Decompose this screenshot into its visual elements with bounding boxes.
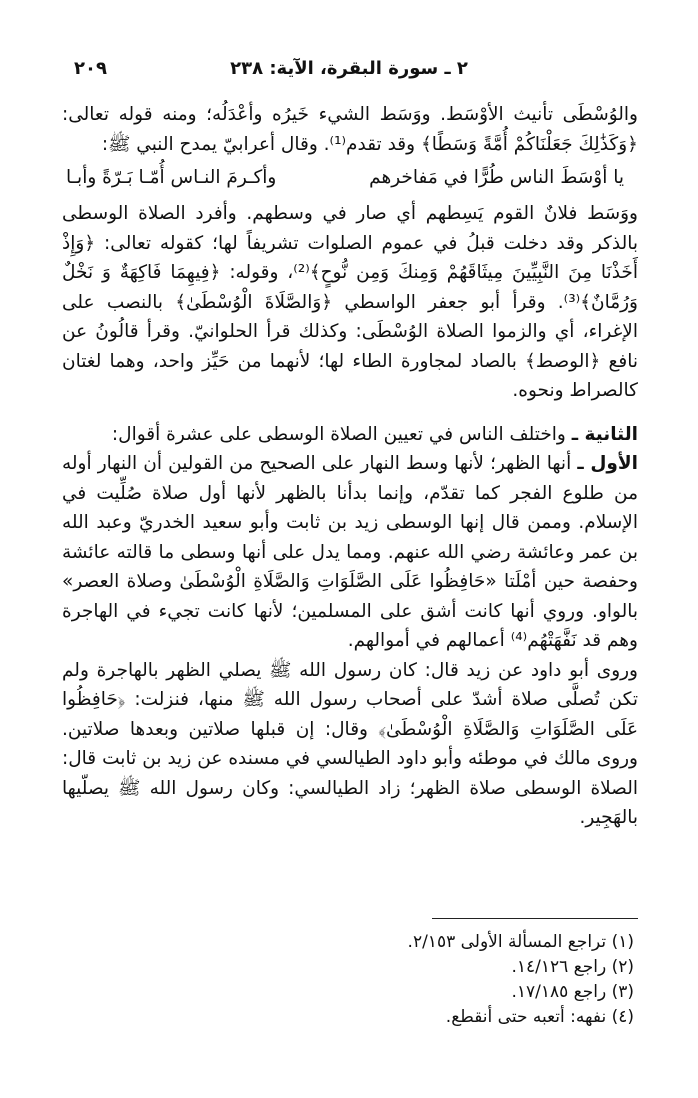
paragraph-qiraat: ووَسَط فلانٌ القوم يَسِطهم أي صار في وسطهم. وأفرد الصلاة الوسطى بالذكر وقد دخلت قبلُ في عموم الصلوات تشريفاً لها؛ كقوله تعالى: ﴿وَإِذْ أَخَذْنَا مِنَ النَّبِيِّينَ مِيثَاقَهُمْ وَمِنكَ وَمِن نُّوحٍ﴾⁽²⁾، وقوله: ﴿فِيهِمَا فَاكِهَةٌ وَ نَخْلٌ وَرُمَّانٌ﴾⁽³⁾. وقرأ أبو جعفر الواسطي ﴿وَالصَّلَاةَ الْوُسْطَىٰ﴾ بالنصب على الإغراء، أي والزموا الصلاة الوُسْطَى: وكذلك قرأ الحلوانيّ. وقرأ قالُونُ عن نافع ﴿الوصط﴾ بالصاد لمجاورة الطاء لها؛ لأنهما من حَيِّز واحد، وهما لغتان كالصراط ونحوه. [62,203,638,401]
running-title: ٢ ـ سورة البقرة، الآية: ٢٣٨ [230,58,468,79]
paragraph-first-opinion [62,449,638,656]
page-header [62,58,636,88]
footnote-item: (١) تراجع المسألة الأولى ٢/١٥٣. [407,932,634,952]
paragraph-wasat-definition: والوُسْطَى تأنيث الأوْسَط. ووَسَط الشيء خَيرُه وأعْدَلُه؛ ومنه قوله تعالى: ﴿وَكَذَٰلِكَ جَعَلْنَاكُمْ أُمَّةً وَسَطًا﴾ وقد تقدم⁽¹⁾. وقال أعرابيّ يمدح النبي ﷺ: [62,104,638,155]
paragraph-hadith: وروى أبو داود عن زيد قال: كان رسول الله ﷺ يصلي الظهر بالهاجرة ولم تكن تُصلَّى صلاة أشدّ على أصحاب رسول الله ﷺ منها، فنزلت: ﴿حَافِظُوا عَلَى الصَّلَوَاتِ وَالصَّلَاةِ الْوُسْطَىٰ﴾ وقال: إن قبلها صلاتين وبعدها صلاتين. وروى مالك في موطئه وأبو داود الطيالسي في مسنده عن زيد بن ثابت قال: الصلاة الوسطى صلاة الظهر؛ زاد الطيالسي: وكان رسول الله ﷺ يصلّيها بالهَجِير. [62,659,638,828]
section-label-first: الأول ـ [577,453,638,474]
paragraph-second-issue [62,420,638,450]
footnote-item: (٢) راجع ١٤/١٢٦. [511,957,634,977]
section-label-second: الثانية ـ [571,423,638,445]
section-text-second: واختلف الناس في تعيين الصلاة الوسطى على عشرة أقوال: [111,423,572,445]
poem-hemistich-right: يا أوْسَطَ الناس طُرًّا في مَفاخرهم [369,167,624,188]
paragraph-gap [62,406,638,420]
poem-hemistich-left: وأكـرمَ النـاس أُمّـا بَـرّةً وأبـا [66,167,277,188]
body-text [62,100,638,833]
footnotes [200,930,634,1030]
footnote-separator [432,918,638,919]
section-text-first: أنها الظهر؛ لأنها وسط النهار على الصحيح من القولين أن النهار أوله من طلوع الفجر كما تقدّم، وإنما بدأنا بالظهر لأنها أول صلاة صُلِّيت في الإسلام. وممن قال إنها الوسطى زيد بن ثابت وأبو سعيد الخدريّ وعبد الله بن عمر وعائشة رضي الله عنهم. ومما يدل على أنها وسطى ما قالته عائشة وحفصة حين أمْلَتا «حَافِظُوا عَلَى الصَّلَوَاتِ وَالصَّلَاةِ الْوُسْطَىٰ وصلاة العصر» بالواو. وروي أنها كانت أشق على المسلمين؛ لأنها كانت تجيء في الهاجرة وهم قد نَفَّهَتْهُم⁽⁴⁾ أعمالهم في أموالهم. [62,453,638,651]
footnote-item: (٣) راجع ١٧/١٨٥. [511,982,634,1002]
footnote-item: (٤) نفهه: أتعبه حتى أنقطع. [445,1007,634,1027]
page-number: ٢٠٩ [74,58,107,79]
poem-verse [62,159,638,199]
